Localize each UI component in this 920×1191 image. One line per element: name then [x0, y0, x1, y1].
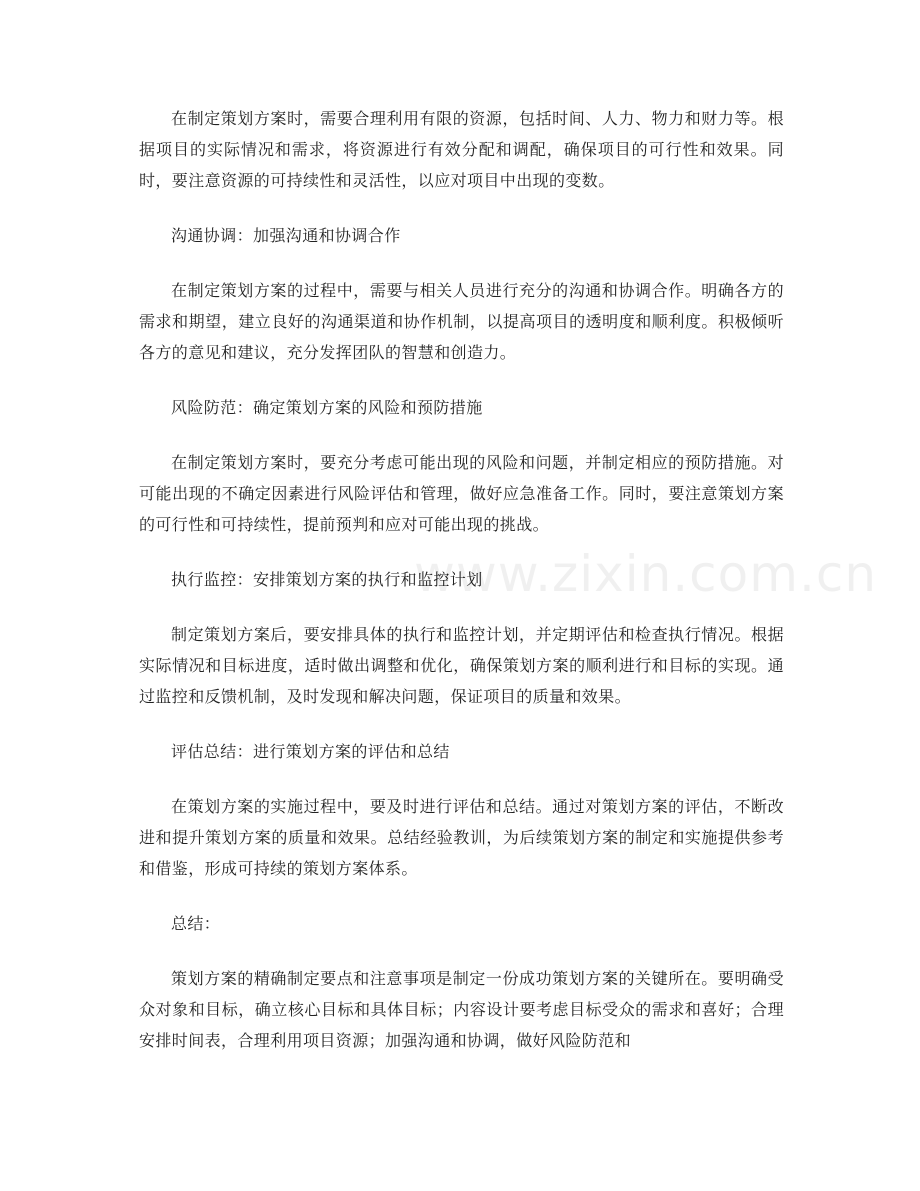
paragraph-evaluation-summary: 在策划方案的实施过程中，要及时进行评估和总结。通过对策划方案的评估，不断改进和提升策划方案的质量和效果。总结经验教训，为后续策划方案的制定和实施提供参考和借鉴，形成可持续的策划方案体系。: [139, 797, 784, 878]
paragraph-resource-allocation: 在制定策划方案时，需要合理利用有限的资源，包括时间、人力、物力和财力等。根据项目的实际情况和需求，将资源进行有效分配和调配，确保项目的可行性和效果。同时，要注意资源的可持续性和灵活性，以应对项目中出现的变数。: [139, 109, 784, 190]
document-body: [139, 103, 784, 1056]
paragraph-conclusion: 策划方案的精确制定要点和注意事项是制定一份成功策划方案的关键所在。要明确受众对象和目标，确立核心目标和具体目标；内容设计要考虑目标受众的需求和喜好；合理安排时间表，合理利用项目资源；加强沟通和协调，做好风险防范和: [139, 969, 784, 1050]
heading-risk-prevention: 风险防范：确定策划方案的风险和预防措施: [171, 398, 483, 417]
heading-communication: 沟通协调：加强沟通和协调合作: [171, 226, 401, 245]
paragraph-risk-prevention: 在制定策划方案时，要充分考虑可能出现的风险和问题，并制定相应的预防措施。对可能出现的不确定因素进行风险评估和管理，做好应急准备工作。同时，要注意策划方案的可行性和可持续性，提前预判和应对可能出现的挑战。: [139, 453, 784, 534]
paragraph-communication: 在制定策划方案的过程中，需要与相关人员进行充分的沟通和协调合作。明确各方的需求和期望，建立良好的沟通渠道和协作机制，以提高项目的透明度和顺利度。积极倾听各方的意见和建议，充分发挥团队的智慧和创造力。: [139, 281, 784, 362]
heading-conclusion: 总结：: [171, 914, 221, 933]
watermark: www.zixin.com.cn: [414, 545, 878, 603]
heading-execution-monitoring: 执行监控：安排策划方案的执行和监控计划: [171, 570, 483, 589]
paragraph-execution-monitoring: 制定策划方案后，要安排具体的执行和监控计划，并定期评估和检查执行情况。根据实际情况和目标进度，适时做出调整和优化，确保策划方案的顺利进行和目标的实现。通过监控和反馈机制，及时发现和解决问题，保证项目的质量和效果。: [139, 625, 784, 706]
heading-evaluation-summary: 评估总结：进行策划方案的评估和总结: [171, 742, 450, 761]
